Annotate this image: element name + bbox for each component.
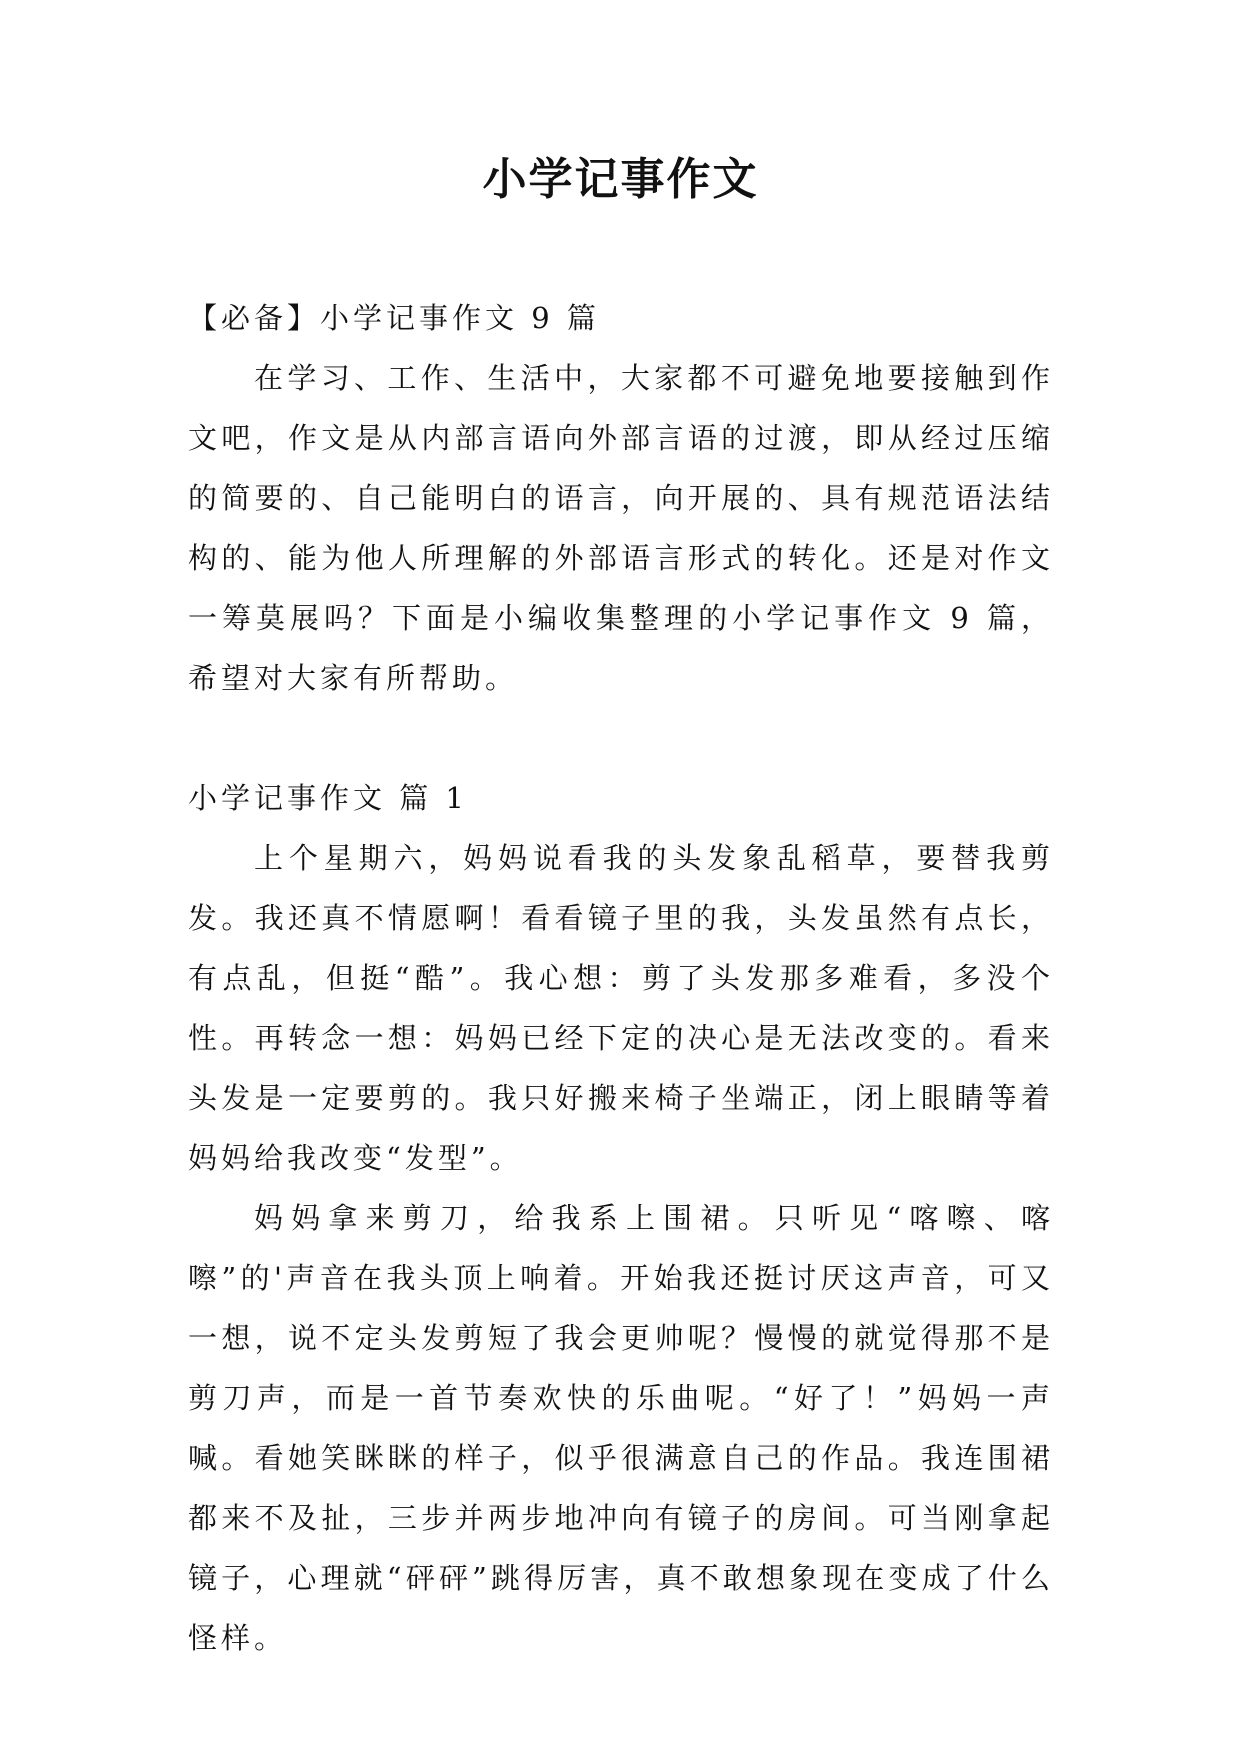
section-spacer: [188, 708, 1054, 768]
body-paragraph-2: 妈妈拿来剪刀，给我系上围裙。只听见“喀嚓、喀嚓”的'声音在我头顶上响着。开始我还挺讨厌这声音，可又一想，说不定头发剪短了我会更帅呢？慢慢的就觉得那不是剪刀声，而是一首节奏欢快的乐曲呢。“好了！”妈妈一声喊。看她笑眯眯的样子，似乎很满意自己的作品。我连围裙都来不及扯，三步并两步地冲向有镜子的房间。可当刚拿起镜子，心理就“砰砰”跳得厉害，真不敢想象现在变成了什么怪样。: [188, 1201, 1054, 1655]
intro-paragraph: 在学习、工作、生活中，大家都不可避免地要接触到作文吧，作文是从内部言语向外部言语的过渡，即从经过压缩的简要的、自己能明白的语言，向开展的、具有规范语法结构的、能为他人所理解的外部语言形式的转化。还是对作文一筹莫展吗？下面是小编收集整理的小学记事作文 9 篇，希望对大家有所帮助。: [188, 361, 1054, 695]
section-heading: 小学记事作文 篇 1: [188, 781, 468, 815]
document-subtitle: 【必备】小学记事作文 9 篇: [188, 301, 600, 335]
document-title: 小学记事作文: [482, 154, 759, 205]
document-body: [188, 288, 1054, 1668]
body-paragraph-1: 上个星期六，妈妈说看我的头发象乱稻草，要替我剪发。我还真不情愿啊！看看镜子里的我，头发虽然有点长，有点乱，但挺“酷”。我心想：剪了头发那多难看，多没个性。再转念一想：妈妈已经下定的决心是无法改变的。看来头发是一定要剪的。我只好搬来椅子坐端正，闭上眼睛等着妈妈给我改变“发型”。: [188, 841, 1054, 1175]
